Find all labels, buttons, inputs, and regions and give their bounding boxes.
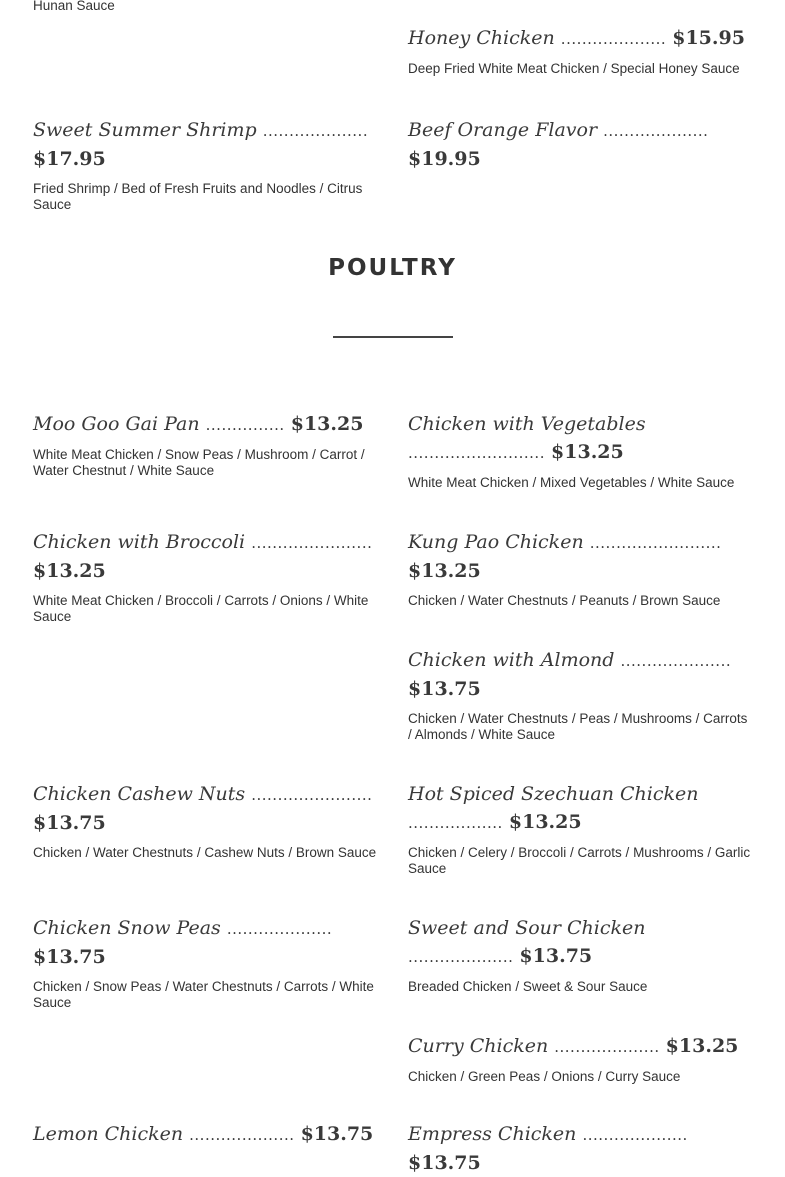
item-price: $13.75 [519,945,593,967]
menu-item-chicken-snow-peas [33,914,378,1011]
item-dots: .................. [408,814,503,832]
menu-item-honey-chicken [408,24,753,77]
item-name: Chicken Cashew Nuts [33,783,246,805]
menu-item-beef-orange-flavor [408,116,753,173]
item-price: $13.25 [33,560,106,582]
item-price: $15.95 [672,27,745,49]
previous-item-description-fragment: Hunan Sauce [33,0,115,13]
item-name: Empress Chicken [408,1123,577,1145]
menu-item-chicken-with-broccoli [33,528,378,625]
item-price: $13.25 [665,1035,739,1057]
item-name: Chicken with Broccoli [33,531,246,553]
item-price: $13.25 [290,413,364,435]
menu-item-curry-chicken [408,1032,753,1085]
menu-item-chicken-cashew-nuts [33,780,378,861]
item-description: Fried Shrimp / Bed of Fresh Fruits and Noodles / Citrus Sauce [33,181,363,212]
item-dots: .................... [189,1126,295,1144]
item-name: Honey Chicken [408,27,555,49]
menu-item-hot-spiced-szechuan-chicken [408,780,753,877]
item-name: Chicken with Vegetables [408,413,646,435]
item-dots: ..................... [620,652,732,670]
item-price: $13.75 [408,1152,481,1174]
item-price: $13.75 [300,1123,374,1145]
menu-item-chicken-with-almond [408,646,753,743]
item-description: Chicken / Snow Peas / Water Chestnuts / Carrots / White Sauce [33,979,374,1010]
menu-item-empress-chicken [408,1120,753,1177]
item-dots: ......................... [589,534,722,552]
item-price: $13.25 [408,560,481,582]
item-price: $19.95 [408,148,481,170]
menu-item-lemon-chicken [33,1120,378,1149]
item-description: Chicken / Celery / Broccoli / Carrots / Mushrooms / Garlic Sauce [408,845,751,876]
item-price: $13.75 [33,946,106,968]
item-dots: .................... [262,122,369,140]
item-price: $13.75 [33,812,106,834]
item-name: Curry Chicken [408,1035,549,1057]
item-dots: .................... [226,920,333,938]
item-description: Deep Fried White Meat Chicken / Special Honey Sauce [408,61,740,76]
item-dots: .................... [560,30,667,48]
item-dots: .................... [582,1126,688,1144]
item-dots: .................... [554,1038,660,1056]
item-description: Breaded Chicken / Sweet & Sour Sauce [408,979,648,994]
item-description: White Meat Chicken / Mixed Vegetables / White Sauce [408,475,735,490]
item-name: Chicken with Almond [408,649,615,671]
item-name: Chicken Snow Peas [33,917,221,939]
item-dots: ....................... [251,786,373,804]
item-name: Lemon Chicken [33,1123,184,1145]
menu-item-chicken-with-vegetables [408,410,753,491]
menu-item-kung-pao-chicken [408,528,753,609]
item-dots: .................... [603,122,709,140]
item-description: Chicken / Water Chestnuts / Peanuts / Brown Sauce [408,593,721,608]
item-name: Sweet and Sour Chicken [408,917,646,939]
item-dots: .................... [408,948,514,966]
menu-item-sweet-summer-shrimp [33,116,378,213]
section-title-poultry: POULTRY [328,255,457,281]
item-description: White Meat Chicken / Snow Peas / Mushroom / Carrot / Water Chestnut / White Sauce [33,447,365,478]
menu-item-moo-goo-gai-pan [33,410,378,479]
item-description: White Meat Chicken / Broccoli / Carrots / Onions / White Sauce [33,593,369,624]
item-name: Sweet Summer Shrimp [33,119,257,141]
item-name: Kung Pao Chicken [408,531,584,553]
item-dots: ............... [205,416,285,434]
item-description: Chicken / Water Chestnuts / Cashew Nuts / Brown Sauce [33,845,377,860]
item-name: Moo Goo Gai Pan [33,413,200,435]
item-price: $17.95 [33,148,106,170]
item-price: $13.75 [408,678,481,700]
item-description: Chicken / Water Chestnuts / Peas / Mushrooms / Carrots / Almonds / White Sauce [408,711,748,742]
menu-item-sweet-and-sour-chicken [408,914,753,995]
item-price: $13.25 [551,441,624,463]
item-description: Chicken / Green Peas / Onions / Curry Sauce [408,1069,681,1084]
item-name: Beef Orange Flavor [408,119,598,141]
item-dots: ....................... [251,534,373,552]
item-dots: .......................... [408,444,545,462]
item-name: Hot Spiced Szechuan Chicken [408,783,699,805]
section-divider [333,336,453,338]
item-price: $13.25 [508,811,582,833]
